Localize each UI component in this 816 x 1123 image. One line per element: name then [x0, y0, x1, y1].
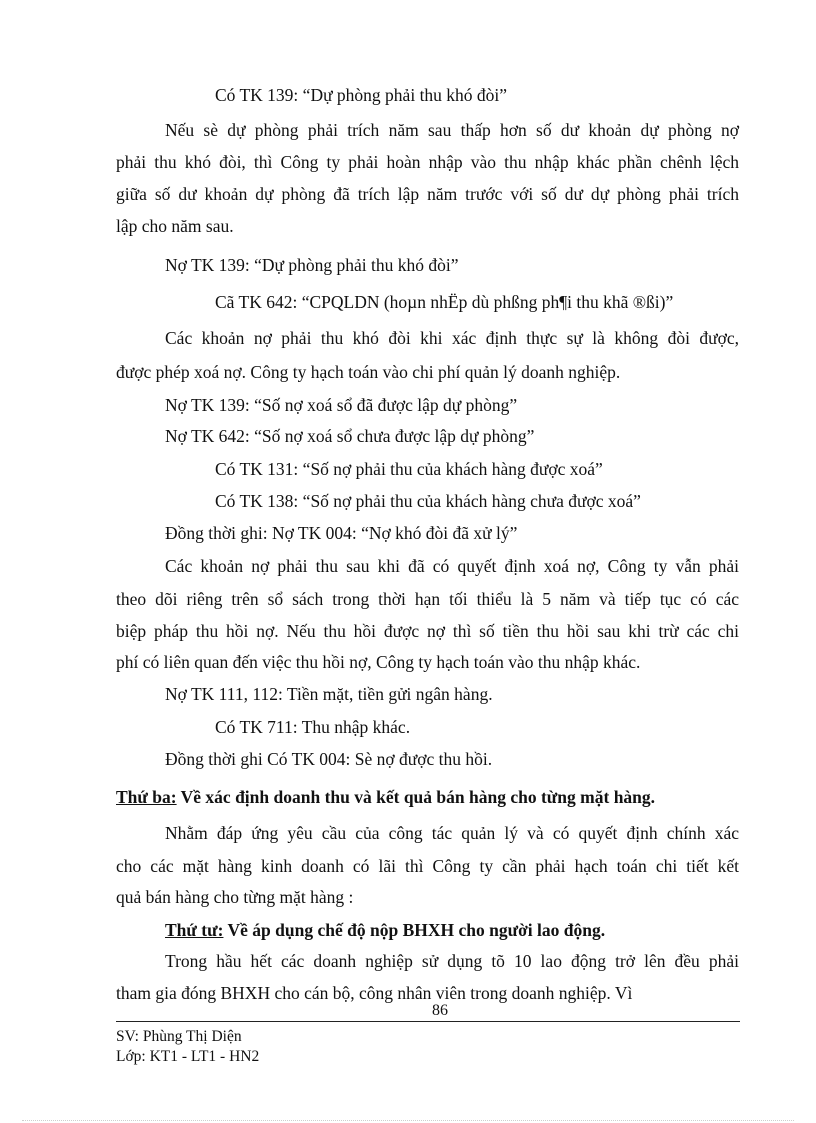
entry-line: Có TK 139: “Dự phòng phải thu khó đòi”	[215, 85, 508, 105]
entry-line: Có TK 131: “Số nợ phải thu của khách hàng được xoá”	[215, 459, 603, 479]
entry-line: Nợ TK 139: “Dự phòng phải thu khó đòi”	[165, 255, 459, 275]
footer-class: Lớp: KT1 - LT1 - HN2	[116, 1048, 260, 1065]
paragraph-line: Nếu sè dự phòng phải trích năm sau thấp hơn số dư khoản dự phòng nợ	[165, 120, 739, 140]
entry-line: Đồng thời ghi Có TK 004: Sè nợ được thu hồi.	[165, 749, 493, 769]
paragraph-line: quả bán hàng cho từng mặt hàng :	[116, 887, 354, 907]
page-number: 86	[432, 1002, 448, 1019]
paragraph-line: Các khoản nợ phải thu khó đòi khi xác định thực sự là không đòi được,	[165, 328, 739, 348]
entry-line: Có TK 711: Thu nhập khác.	[215, 717, 411, 737]
paragraph-line: giữa số dư khoản dự phòng đã trích lập năm trước với số dư dự phòng phải trích	[116, 184, 739, 204]
entry-line: Đồng thời ghi: Nợ TK 004: “Nợ khó đòi đã xử lý”	[165, 523, 518, 543]
paragraph-line: Trong hầu hết các doanh nghiệp sử dụng tõ 10 lao động trở lên đều phải	[165, 951, 739, 971]
page-edge-divider	[22, 1120, 794, 1121]
entry-line: Cã TK 642: “CPQLDN (hoµn nhËp dù phßng ph¶i thu khã ®ßi)”	[215, 292, 674, 312]
footer-student: SV: Phùng Thị Diện	[116, 1028, 242, 1045]
entry-line: Nợ TK 111, 112: Tiền mặt, tiền gửi ngân hàng.	[165, 684, 493, 704]
heading-label: Thứ ba:	[116, 787, 177, 807]
paragraph-line: được phép xoá nợ. Công ty hạch toán vào chi phí quản lý doanh nghiệp.	[116, 362, 621, 382]
heading-text: Về áp dụng chế độ nộp BHXH cho người lao động.	[223, 920, 606, 940]
section-heading-3	[116, 786, 655, 808]
footer-divider	[116, 1021, 740, 1022]
paragraph-line: phí có liên quan đến việc thu hồi nợ, Công ty hạch toán vào thu nhập khác.	[116, 652, 641, 672]
paragraph-line: cho các mặt hàng kinh doanh có lãi thì Công ty cần phải hạch toán chi tiết kết	[116, 856, 739, 876]
entry-line: Có TK 138: “Số nợ phải thu của khách hàng chưa được xoá”	[215, 491, 641, 511]
entry-line: Nợ TK 642: “Số nợ xoá sổ chưa được lập dự phòng”	[165, 426, 535, 446]
section-heading-4	[165, 919, 605, 941]
paragraph-line: theo dõi riêng trên sổ sách trong thời hạn tối thiểu là 5 năm và tiếp tục có các	[116, 589, 739, 609]
heading-text: Về xác định doanh thu và kết quả bán hàng cho từng mặt hàng.	[176, 787, 656, 807]
paragraph-line: phải thu khó đòi, thì Công ty phải hoàn nhập vào thu nhập khác phần chênh lệch	[116, 152, 739, 172]
entry-line: Nợ TK 139: “Số nợ xoá sổ đã được lập dự phòng”	[165, 395, 518, 415]
paragraph-line: Các khoản nợ phải thu sau khi đã có quyết định xoá nợ, Công ty vẫn phải	[165, 556, 739, 576]
paragraph-line: tham gia đóng BHXH cho cán bộ, công nhân viên trong doanh nghiệp. Vì	[116, 983, 633, 1003]
paragraph-line: biệp pháp thu hồi nợ. Nếu thu hồi được nợ thì số tiền thu hồi sau khi trừ các chi	[116, 621, 739, 641]
paragraph-line: lập cho năm sau.	[116, 216, 234, 236]
paragraph-line: Nhằm đáp ứng yêu cầu của công tác quản lý và có quyết định chính xác	[165, 823, 739, 843]
heading-label: Thứ tư:	[165, 920, 224, 940]
